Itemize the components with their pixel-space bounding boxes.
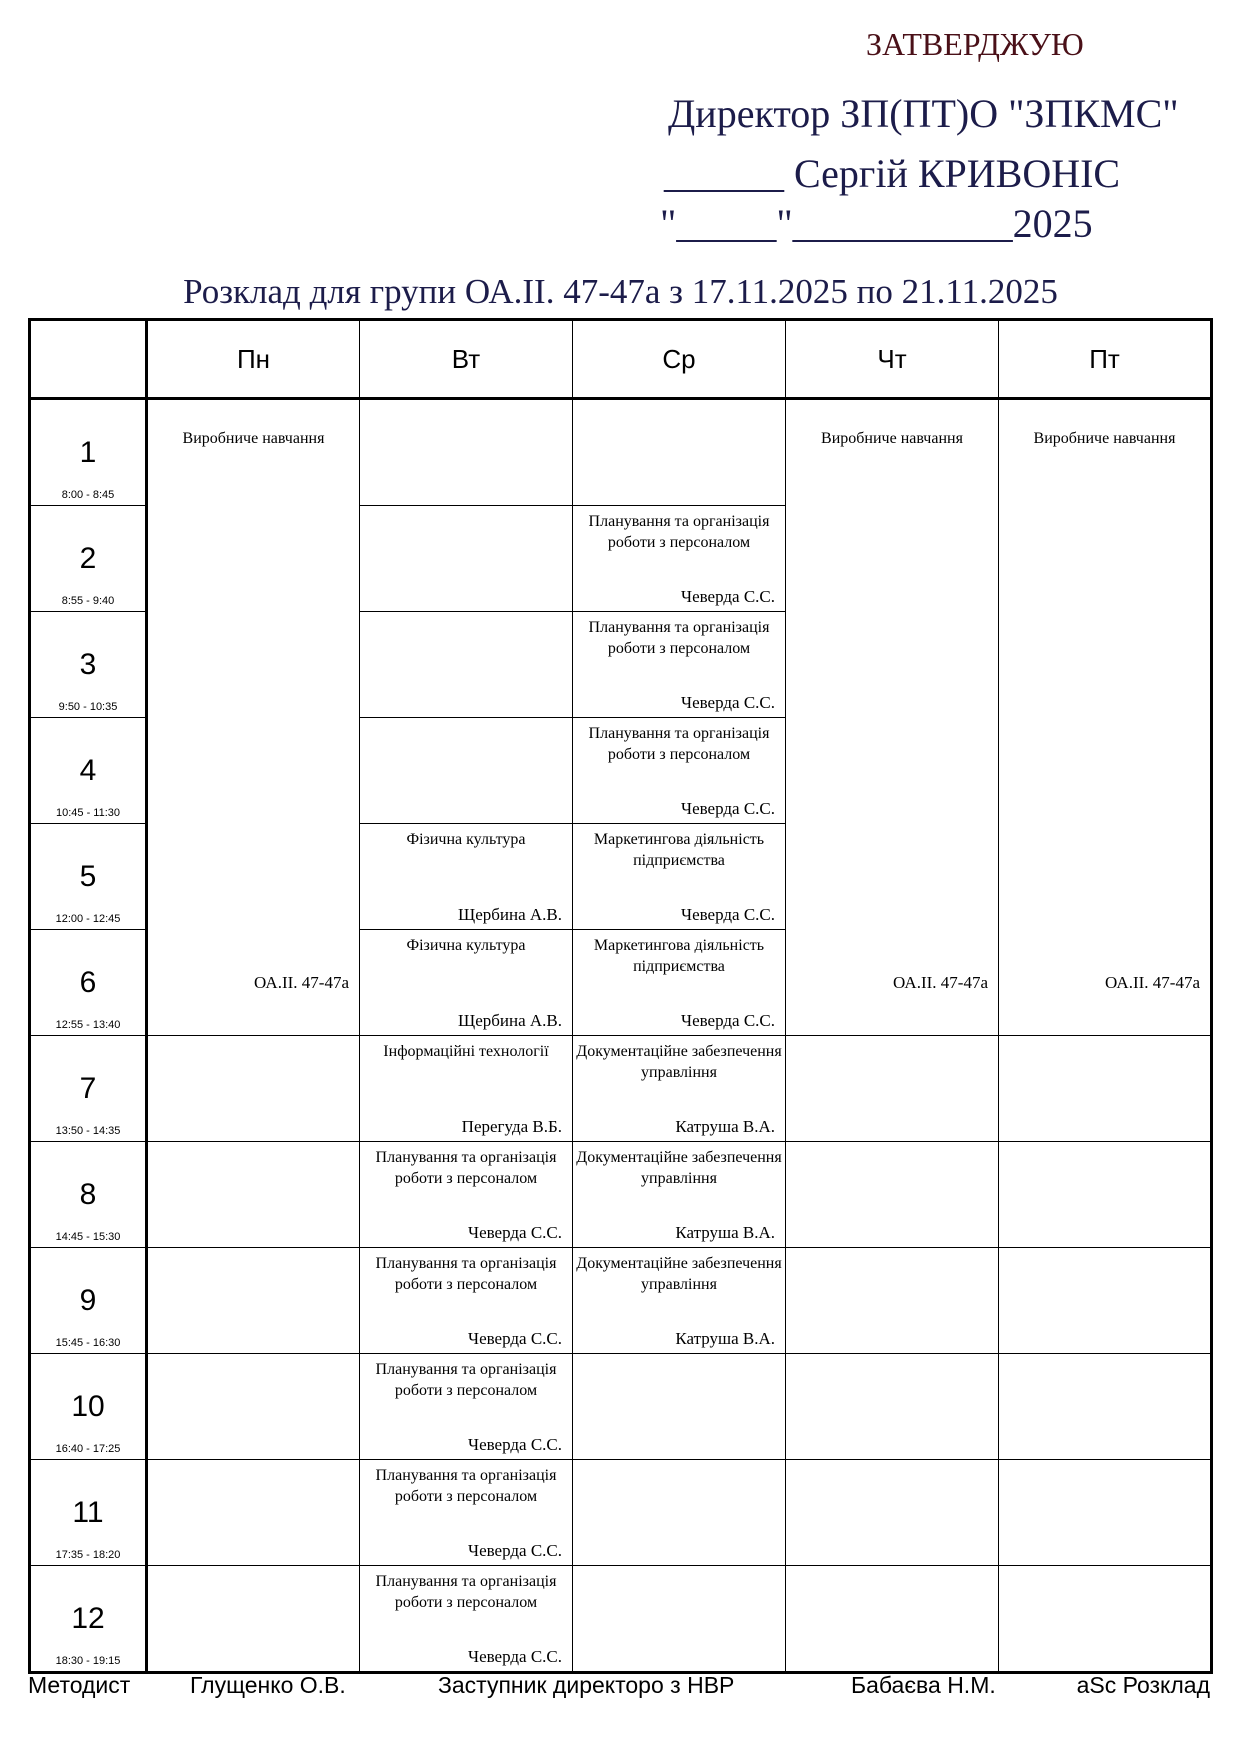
day-header-mon: Пн [147, 320, 360, 399]
period-number: 6 [79, 966, 97, 999]
period-number: 2 [79, 542, 97, 575]
lesson-subject: Фізична культура [406, 937, 526, 954]
period-row [30, 1248, 1212, 1354]
practice-subject: Виробниче навчання [1033, 430, 1176, 447]
lesson-teacher: Перегуда В.Б. [461, 1117, 562, 1136]
lesson-teacher: Щербина А.В. [458, 1011, 562, 1030]
lesson-subject: Документаційне забезпечення управління [576, 1149, 782, 1187]
lesson-cell-mon_10 [147, 1354, 360, 1460]
lesson-cell-thu_8 [786, 1142, 999, 1248]
lesson-cell-thu_7 [786, 1036, 999, 1142]
lesson-cell-fri_10 [999, 1354, 1212, 1460]
approval-date-line: "_____"___________2025 [660, 201, 1093, 246]
practice-group: ОА.ІІ. 47-47а [893, 973, 988, 992]
lesson-subject: Планування та організація роботи з персоналом [375, 1149, 557, 1187]
practice-group: ОА.ІІ. 47-47а [1105, 973, 1200, 992]
lesson-subject: Планування та організація роботи з персоналом [375, 1361, 557, 1399]
period-cell [30, 1354, 147, 1460]
lesson-cell-mon_11 [147, 1460, 360, 1566]
lesson-cell-tue_11 [360, 1460, 573, 1566]
lesson-cell-thu_12 [786, 1566, 999, 1673]
lesson-cell-tue_1 [360, 399, 573, 506]
lesson-teacher: Чеверда С.С. [468, 1541, 562, 1560]
period-time: 8:55 - 9:40 [61, 595, 115, 607]
lesson-cell-thu_11 [786, 1460, 999, 1566]
period-time: 16:40 - 17:25 [55, 1443, 121, 1455]
period-number: 12 [71, 1602, 105, 1635]
period-cell [30, 1142, 147, 1248]
period-number: 9 [79, 1284, 97, 1317]
practice-group: ОА.ІІ. 47-47а [254, 973, 349, 992]
header-row [30, 320, 1212, 399]
approval-signature: ______ Сергій КРИВОНІС [664, 151, 1121, 196]
lesson-teacher: Чеверда С.С. [468, 1647, 562, 1666]
lesson-cell-wed_7 [573, 1036, 786, 1142]
period-cell [30, 930, 147, 1036]
period-time: 17:35 - 18:20 [55, 1549, 121, 1561]
period-number: 1 [79, 436, 97, 469]
lesson-cell-mon_8 [147, 1142, 360, 1248]
lesson-cell-tue_8 [360, 1142, 573, 1248]
period-time: 14:45 - 15:30 [55, 1231, 121, 1243]
lesson-subject: Планування та організація роботи з персоналом [375, 1467, 557, 1505]
lesson-cell-mon_12 [147, 1566, 360, 1673]
practice-cell-mon [147, 399, 360, 1036]
practice-subject: Виробниче навчання [182, 430, 325, 447]
lesson-cell-wed_9 [573, 1248, 786, 1354]
lesson-cell-mon_7 [147, 1036, 360, 1142]
period-row [30, 1036, 1212, 1142]
lesson-cell-wed_3 [573, 612, 786, 718]
schedule-title: Розклад для групи ОА.ІІ. 47-47а з 17.11.2025 по 21.11.2025 [183, 272, 1058, 311]
lesson-cell-tue_2 [360, 506, 573, 612]
lesson-cell-tue_7 [360, 1036, 573, 1142]
lesson-subject: Планування та організація роботи з персоналом [375, 1573, 557, 1611]
period-row [30, 1566, 1212, 1673]
lesson-teacher: Чеверда С.С. [681, 1011, 775, 1030]
lesson-cell-tue_12 [360, 1566, 573, 1673]
lesson-cell-wed_10 [573, 1354, 786, 1460]
lesson-teacher: Чеверда С.С. [681, 799, 775, 818]
lesson-cell-tue_3 [360, 612, 573, 718]
period-number: 7 [79, 1072, 97, 1105]
lesson-cell-fri_11 [999, 1460, 1212, 1566]
period-time: 9:50 - 10:35 [58, 701, 118, 713]
period-cell [30, 1036, 147, 1142]
period-number: 3 [79, 648, 97, 681]
lesson-teacher: Чеверда С.С. [468, 1329, 562, 1348]
lesson-cell-mon_9 [147, 1248, 360, 1354]
period-cell [30, 824, 147, 930]
lesson-cell-wed_1 [573, 399, 786, 506]
lesson-cell-fri_7 [999, 1036, 1212, 1142]
period-cell [30, 399, 147, 506]
lesson-teacher: Катруша В.А. [675, 1223, 775, 1242]
period-time: 18:30 - 19:15 [55, 1655, 121, 1667]
lesson-cell-wed_2 [573, 506, 786, 612]
period-row [30, 399, 1212, 506]
period-number: 10 [71, 1390, 105, 1423]
corner-cell [30, 320, 147, 399]
day-header-wed: Ср [573, 320, 786, 399]
period-cell [30, 1566, 147, 1673]
footer-methodist-label: Методист [28, 1672, 131, 1698]
period-cell [30, 506, 147, 612]
lesson-subject: Документаційне забезпечення управління [576, 1255, 782, 1293]
lesson-cell-tue_4 [360, 718, 573, 824]
lesson-cell-fri_12 [999, 1566, 1212, 1673]
lesson-cell-tue_6 [360, 930, 573, 1036]
lesson-cell-fri_9 [999, 1248, 1212, 1354]
period-number: 5 [79, 860, 97, 893]
practice-subject: Виробниче навчання [821, 430, 963, 447]
lesson-teacher: Щербина А.В. [458, 905, 562, 924]
schedule-table [28, 318, 1213, 1674]
lesson-subject: Фізична культура [406, 831, 526, 848]
period-time: 15:45 - 16:30 [55, 1337, 121, 1349]
lesson-subject: Маркетингова діяльність підприємства [593, 937, 765, 975]
period-row [30, 1460, 1212, 1566]
day-header-thu: Чт [786, 320, 999, 399]
lesson-subject: Планування та організація роботи з персоналом [588, 619, 770, 657]
footer-methodist-name: Глущенко О.В. [190, 1672, 346, 1698]
footer-deputy-name: Бабаєва Н.М. [851, 1672, 996, 1698]
period-cell [30, 1460, 147, 1566]
lesson-teacher: Чеверда С.С. [468, 1435, 562, 1454]
lesson-subject: Планування та організація роботи з персоналом [375, 1255, 557, 1293]
approval-word: ЗАТВЕРДЖУЮ [866, 26, 1084, 62]
period-time: 12:00 - 12:45 [55, 913, 121, 925]
lesson-teacher: Чеверда С.С. [681, 587, 775, 606]
period-time: 13:50 - 14:35 [55, 1125, 121, 1137]
lesson-subject: Планування та організація роботи з персоналом [588, 513, 770, 551]
lesson-teacher: Катруша В.А. [675, 1329, 775, 1348]
lesson-teacher: Чеверда С.С. [468, 1223, 562, 1242]
lesson-teacher: Чеверда С.С. [681, 905, 775, 924]
lesson-cell-thu_9 [786, 1248, 999, 1354]
practice-cell-thu [786, 399, 999, 1036]
lesson-cell-wed_4 [573, 718, 786, 824]
footer-deputy-label: Заступник директоро з НВР [438, 1672, 735, 1698]
lesson-cell-tue_5 [360, 824, 573, 930]
lesson-cell-thu_10 [786, 1354, 999, 1460]
day-header-fri: Пт [999, 320, 1212, 399]
footer-software: aSc Розклад [1076, 1672, 1210, 1698]
lesson-cell-fri_8 [999, 1142, 1212, 1248]
period-time: 10:45 - 11:30 [55, 807, 120, 819]
period-time: 12:55 - 13:40 [55, 1019, 121, 1031]
lesson-subject: Планування та організація роботи з персоналом [588, 725, 770, 763]
lesson-subject: Інформаційні технології [383, 1043, 549, 1060]
lesson-cell-wed_12 [573, 1566, 786, 1673]
lesson-cell-wed_11 [573, 1460, 786, 1566]
period-number: 4 [79, 754, 97, 787]
lesson-teacher: Чеверда С.С. [681, 693, 775, 712]
lesson-cell-wed_6 [573, 930, 786, 1036]
lesson-teacher: Катруша В.А. [675, 1117, 775, 1136]
day-header-tue: Вт [360, 320, 573, 399]
lesson-subject: Документаційне забезпечення управління [576, 1043, 782, 1081]
period-number: 8 [79, 1178, 97, 1211]
lesson-subject: Маркетингова діяльність підприємства [593, 831, 765, 869]
period-row [30, 1142, 1212, 1248]
lesson-cell-wed_5 [573, 824, 786, 930]
period-cell [30, 1248, 147, 1354]
period-cell [30, 612, 147, 718]
approval-director: Директор ЗП(ПТ)О "ЗПКМС" [668, 91, 1179, 136]
lesson-cell-tue_9 [360, 1248, 573, 1354]
lesson-cell-tue_10 [360, 1354, 573, 1460]
period-time: 8:00 - 8:45 [61, 489, 115, 501]
lesson-cell-wed_8 [573, 1142, 786, 1248]
period-cell [30, 718, 147, 824]
practice-cell-fri [999, 399, 1212, 1036]
period-number: 11 [72, 1496, 104, 1529]
period-row [30, 1354, 1212, 1460]
